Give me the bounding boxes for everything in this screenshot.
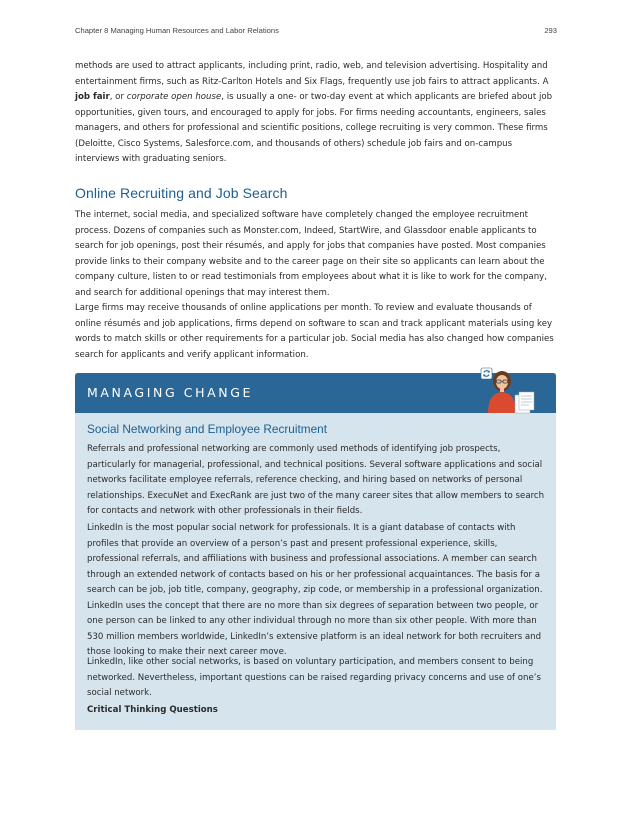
critical-thinking-heading: Critical Thinking Questions [87,705,218,715]
box-subtitle: Social Networking and Employee Recruitment [87,422,327,436]
corporate-open-house-term: corporate open house [126,92,222,102]
section-heading: Online Recruiting and Job Search [75,185,288,201]
chapter-title: Chapter 8 Managing Human Resources and Labor Relations [75,26,279,35]
intro-text-start: methods are used to attract applicants, including print, radio, web, and television advertising. Hospitality and entertainment firms, such as Ritz-Carlton Hotels and Six Flags, frequently use job fairs to attract applicants. A [75,61,549,87]
box-paragraph-1: Referrals and professional networking are commonly used methods of identifying job prospects, particularly for managerial, professional, and technical positions. Several software applications and social networks facilitate employee referrals, reference checking, and hiring based on networks of personal relationships. ExecuNet and ExecRank are just two of the many career sites that allow members to search for contacts and network with other professionals in their fields. [87,444,545,516]
intro-text-end: , is usually a one- or two-day event at which applicants are briefed about job opportunities, given tours, and encouraged to apply for jobs. For firms needing accountants, engineers, sales managers, and others for professional and scientific positions, college recruiting is very common. These firms (Deloitte, Cisco Systems, Salesforce.com, and thousands of others) schedule job fairs and on-campus interviews with graduating seniors. [75,92,553,164]
intro-paragraph [75,59,557,168]
job-fair-term: job fair [75,92,110,102]
box-label: MANAGING CHANGE [87,385,254,400]
managing-change-box [75,373,556,730]
intro-text-mid: , or [109,92,127,102]
box-paragraph-2: LinkedIn is the most popular social network for professionals. It is a giant database of contacts with profiles that provide an overview of a person’s past and present professional experience, skills, professional referrals, and affiliations with business and professional associations. A member can search through an extended network of contacts based on his or her professional acquaintances. The basis for a search can be job, job title, company, geography, zip code, or membership in a professional organization. LinkedIn uses the concept that there are no more than six degrees of separation between two people, or one person can be linked to any other individual through no more than six other people. With more than 530 million members worldwide, LinkedIn’s extensive platform is an ideal network for both recruiters and those looking to make their next career move. [87,523,543,657]
box-paragraph-3: LinkedIn, like other social networks, is based on voluntary participation, and members consent to being networked. Nevertheless, important questions can be raised regarding privacy concerns and use of one’s social network. [87,657,541,698]
running-header [75,26,557,35]
managing-change-person-icon [473,365,543,415]
section-paragraph-2: Large firms may receive thousands of online applications per month. To review and evaluate thousands of online résumés and job applications, firms depend on software to scan and track applicant materials using key words to match skills or other requirements for a particular job. Social media has also changed how companies search for applicants and verify applicant information. [75,303,554,360]
page-number: 293 [544,26,557,35]
section-paragraph-1: The internet, social media, and specialized software have completely changed the employee recruitment process. Dozens of companies such as Monster.com, Indeed, StartWire, and Glassdoor enable applicants to search for job openings, post their résumés, and apply for jobs that companies have posted. Most companies provide links to their company website and to the career page on their site so applicants can learn about the company culture, listen to or read testimonials from employees about what it is like to work for the company, and search for additional openings that may interest them. [75,210,547,298]
